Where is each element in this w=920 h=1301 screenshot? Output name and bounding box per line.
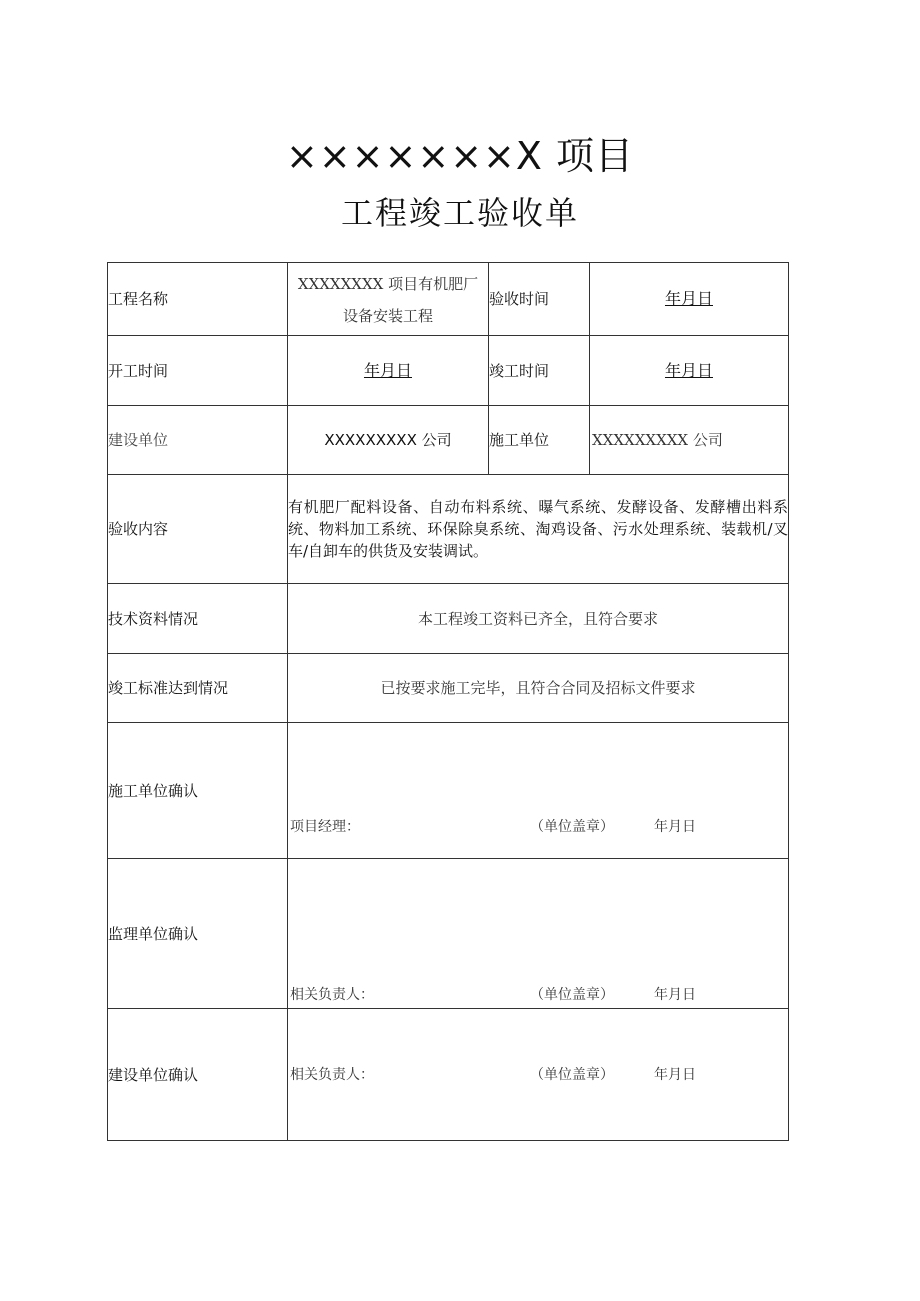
value-acceptance-content: 有机肥厂配料设备、自动布料系统、曝气系统、发酵设备、发酵槽出料系统、物料加工系统、环保除臭系统、淘鸡设备、污水处理系统、装载机/叉车/自卸车的供货及安装调试。 <box>288 475 789 584</box>
label-start-time: 开工时间 <box>108 336 288 406</box>
label-construct-confirm: 施工单位确认 <box>108 723 288 859</box>
value-acceptance-time <box>590 263 789 336</box>
label-acceptance-content: 验收内容 <box>108 475 288 584</box>
row-build-confirm <box>108 1009 789 1141</box>
build-confirm-sign-area <box>288 1009 789 1141</box>
value-tech-docs: 本工程竣工资料已齐全，且符合要求 <box>288 584 789 654</box>
document-title-project: ×××××××X 项目 <box>286 134 634 178</box>
label-acceptance-time: 验收时间 <box>489 263 590 336</box>
finish-date: 年月日 <box>664 360 713 380</box>
build-confirm-seal: （单位盖章） <box>530 1067 614 1083</box>
row-construct-confirm <box>108 723 789 859</box>
construct-confirm-sign-area <box>288 723 789 859</box>
value-finish-time <box>590 336 789 406</box>
row-start-time <box>108 336 789 406</box>
acceptance-date: 年月日 <box>664 289 713 308</box>
construct-confirm-person: 项目经理： <box>290 819 360 835</box>
row-units <box>108 406 789 475</box>
supervise-confirm-signature-line <box>290 984 788 1006</box>
value-construct-unit: XXXXXXXXX 公司 <box>590 406 789 475</box>
value-project-name-line2: 设备安装工程 <box>342 307 433 325</box>
row-standard <box>108 654 789 723</box>
label-build-unit: 建设单位 <box>108 406 288 475</box>
supervise-confirm-date: 年月日 <box>654 987 696 1003</box>
label-build-confirm: 建设单位确认 <box>108 1009 288 1141</box>
label-finish-time: 竣工时间 <box>489 336 590 406</box>
row-content <box>108 475 789 584</box>
build-confirm-person: 相关负责人： <box>290 1067 374 1083</box>
value-project-name-line1: XXXXXXXX 项目有机肥厂 <box>297 275 479 293</box>
build-confirm-date: 年月日 <box>654 1067 696 1083</box>
label-project-name: 工程名称 <box>108 263 288 336</box>
label-supervise-confirm: 监理单位确认 <box>108 859 288 1009</box>
row-supervise-confirm <box>108 859 789 1009</box>
value-standard: 已按要求施工完毕，且符合合同及招标文件要求 <box>288 654 789 723</box>
start-date: 年月日 <box>363 360 412 380</box>
construct-confirm-seal: （单位盖章） <box>530 819 614 835</box>
value-project-name <box>288 263 489 336</box>
value-start-time <box>288 336 489 406</box>
label-standard: 竣工标准达到情况 <box>108 654 288 723</box>
construct-confirm-date: 年月日 <box>654 819 696 835</box>
supervise-confirm-sign-area <box>288 859 789 1009</box>
label-tech-docs: 技术资料情况 <box>108 584 288 654</box>
row-tech-docs <box>108 584 789 654</box>
supervise-confirm-person: 相关负责人： <box>290 987 374 1003</box>
supervise-confirm-seal: （单位盖章） <box>530 987 614 1003</box>
document-title-form: 工程竣工验收单 <box>340 194 579 232</box>
label-construct-unit: 施工单位 <box>489 406 590 475</box>
construct-confirm-signature-line <box>290 816 788 836</box>
value-build-unit: XXXXXXXXX 公司 <box>288 406 489 475</box>
build-confirm-signature-line <box>290 1064 788 1086</box>
acceptance-form-table <box>107 262 789 1141</box>
row-project-name <box>108 263 789 336</box>
